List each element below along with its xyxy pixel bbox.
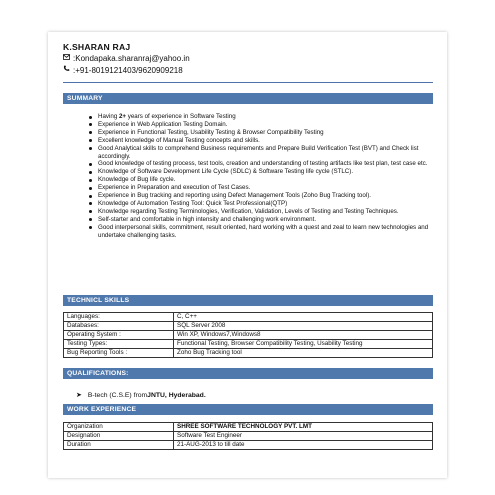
skills-row <box>64 331 433 340</box>
row-label: Operating System : <box>64 331 174 340</box>
resume-page <box>48 32 447 478</box>
summary-item: Experience in Preparation and execution of Test Cases. <box>88 184 433 192</box>
qualifications-heading: QUALIFICATIONS: <box>63 368 433 379</box>
summary-item: Knowledge regarding Testing Terminologies, Verification, Validation, Levels of Testing and Testing Techniques. <box>88 208 433 216</box>
row-value: SHREE SOFTWARE TECHNOLOGY PVT. LMT <box>174 423 433 432</box>
summary-item: Knowledge of Software Development Life Cycle (SDLC) & Software Testing life cycle (STLC). <box>88 168 433 176</box>
arrow-bullet-icon: ➤ <box>76 392 82 399</box>
summary-item: Having 2+ years of experience in Software Testing <box>88 113 433 121</box>
summary-item: Excellent knowledge of Manual Testing concepts and skills. <box>88 137 433 145</box>
row-label: Languages: <box>64 313 174 322</box>
row-value: SQL Server 2008 <box>174 322 433 331</box>
row-value: Functional Testing, Browser Compatibility Testing, Usability Testing <box>174 340 433 349</box>
header-divider <box>63 82 433 83</box>
summary-item: Experience in Bug tracking and reporting using Defect Management Tools (Zoho Bug Tracking tool). <box>88 192 433 200</box>
summary-item: Knowledge of Automation Testing Tool: Quick Test Professional(QTP) <box>88 200 433 208</box>
row-value: C, C++ <box>174 313 433 322</box>
summary-item: Knowledge of Bug life cycle. <box>88 176 433 184</box>
row-label: Designation <box>64 432 174 441</box>
summary-item: Experience in Web Application Testing Domain. <box>88 121 433 129</box>
institution-text: JNTU, Hyderabad. <box>147 391 206 399</box>
row-label: Databases: <box>64 322 174 331</box>
row-value: Win XP, Windows7,Windows8 <box>174 331 433 340</box>
work-row <box>64 432 433 441</box>
summary-item: Self-starter and comfortable in high intensity and challenging work environment. <box>88 216 433 224</box>
summary-heading: SUMMARY <box>63 93 433 104</box>
qualification-item <box>76 391 206 399</box>
summary-item: Good Analytical skills to comprehend Business requirements and Prepare Build Verification Test (BVT) and Check list accordingly. <box>88 145 433 161</box>
candidate-name: K.SHARAN RAJ <box>63 42 131 52</box>
skills-table <box>63 312 433 358</box>
summary-item: Good knowledge of testing process, test tools, creation and understanding of testing artifacts like test plan, test case etc. <box>88 160 433 168</box>
skills-row <box>64 313 433 322</box>
email-address[interactable]: Kondapaka.sharanraj@yahoo.in <box>75 54 190 63</box>
degree-text: B-tech (C.S.E) from <box>87 391 148 399</box>
phone-icon <box>63 65 73 76</box>
phone-number: +91-8019121403/9620909218 <box>75 66 183 75</box>
row-label: Organization <box>64 423 174 432</box>
envelope-icon <box>63 53 73 64</box>
row-value: Software Test Engineer <box>174 432 433 441</box>
phone-line: : +91-8019121403/9620909218 <box>63 65 190 76</box>
email-line: : Kondapaka.sharanraj@yahoo.in <box>63 53 190 64</box>
row-label: Testing Types: <box>64 340 174 349</box>
work-experience-table <box>63 422 433 450</box>
row-label: Bug Reporting Tools : <box>64 349 174 358</box>
resume-header <box>63 42 190 76</box>
skills-heading: TECHNICL SKILLS <box>63 295 433 306</box>
skills-row <box>64 340 433 349</box>
row-value: 21-AUG-2013 to till date <box>174 441 433 450</box>
row-label: Duration <box>64 441 174 450</box>
work-row <box>64 423 433 432</box>
summary-list <box>88 113 433 240</box>
row-value: Zoho Bug Tracking tool <box>174 349 433 358</box>
skills-row <box>64 349 433 358</box>
summary-item: Good interpersonal skills, commitment, result oriented, hard working with a quest and zeal to learn new technologies and undertake challenging tasks. <box>88 224 433 240</box>
skills-row <box>64 322 433 331</box>
summary-item: Experience in Functional Testing, Usability Testing & Browser Compatibility Testing <box>88 129 433 137</box>
work-row <box>64 441 433 450</box>
work-experience-heading: WORK EXPERIENCE <box>63 404 433 415</box>
